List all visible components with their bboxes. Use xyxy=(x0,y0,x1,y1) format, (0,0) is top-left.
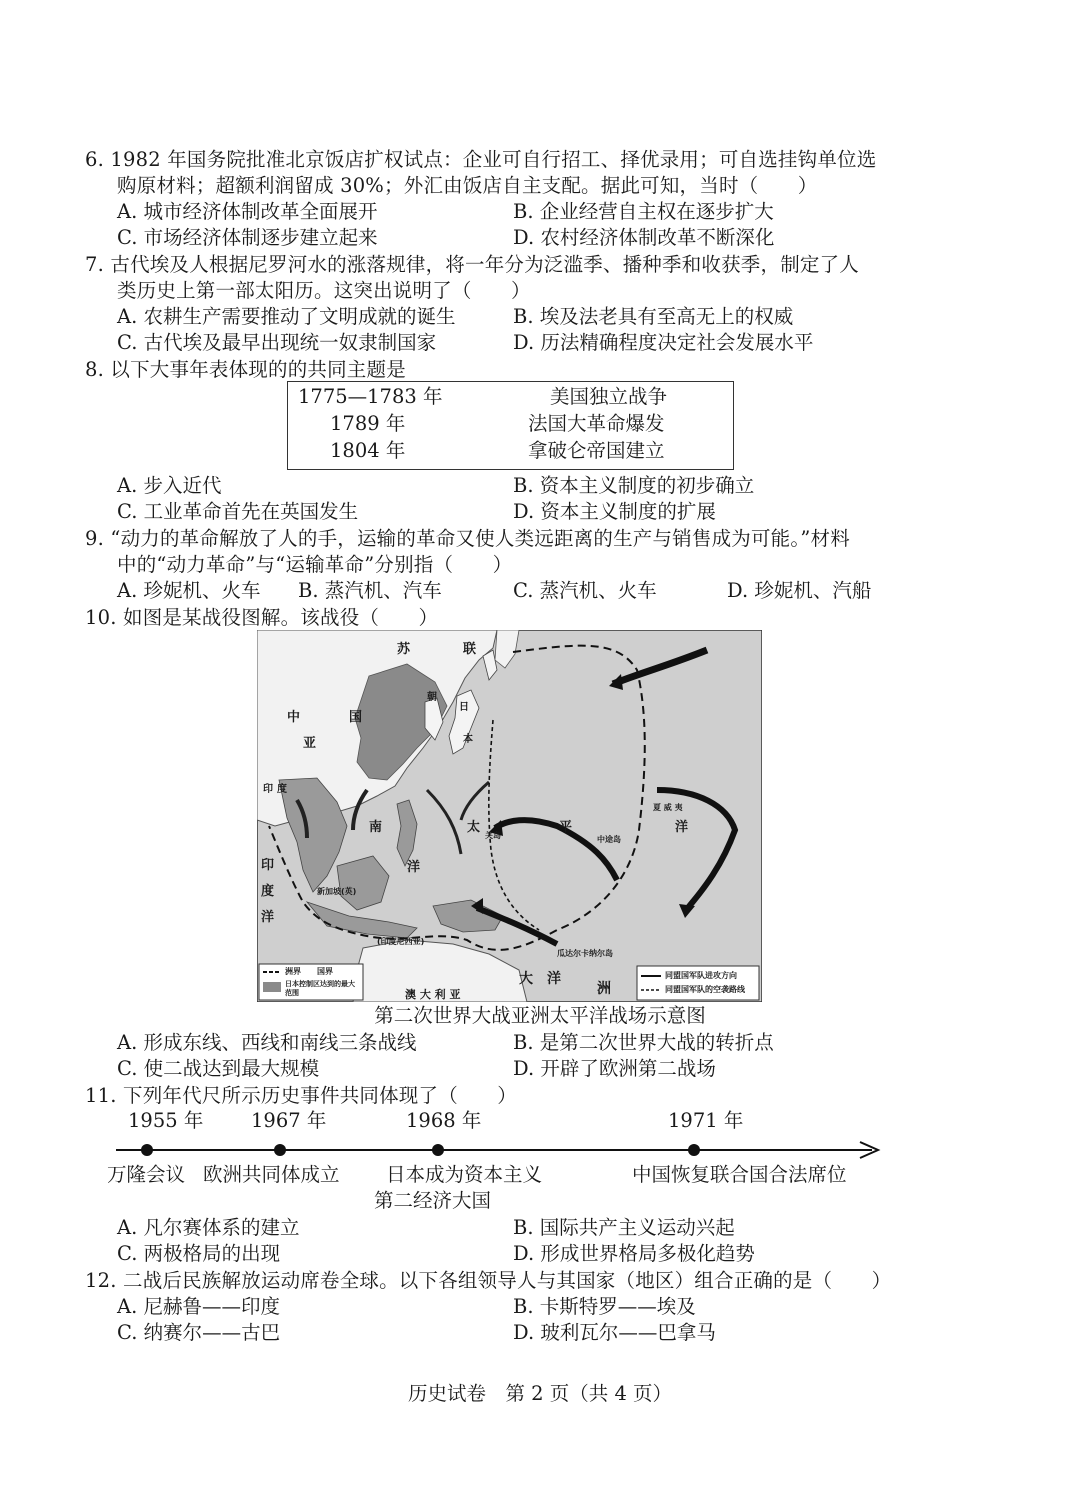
map-label-yang3: 洋 xyxy=(261,910,275,925)
q11-option-c[interactable]: C. 两极格局的出现 xyxy=(117,1242,281,1265)
timeline-axis xyxy=(100,1135,890,1165)
table-year: 1804 年 xyxy=(330,439,406,462)
map-label-su: 苏 xyxy=(397,642,411,657)
q9-option-b[interactable]: B. 蒸汽机、汽车 xyxy=(298,579,442,602)
map-label-ya: 亚 xyxy=(303,736,317,751)
map-label-chao: 朝 xyxy=(427,692,437,703)
legend-air-route: 同盟国军队的空袭路线 xyxy=(665,985,745,994)
map-label-singapore: 新加坡(英) xyxy=(317,887,357,896)
table-event: 法国大革命爆发 xyxy=(528,412,665,435)
page-footer: 历史试卷 第 2 页（共 4 页） xyxy=(407,1382,673,1405)
q6-option-c[interactable]: C. 市场经济体制逐步建立起来 xyxy=(117,226,378,249)
legend-boundary: 洲界 国界 xyxy=(285,967,333,976)
q7-option-c[interactable]: C. 古代埃及最早出现统一奴隶制国家 xyxy=(117,331,437,354)
map-label-tai: 太 xyxy=(467,820,481,835)
q12-option-d[interactable]: D. 玻利瓦尔——巴拿马 xyxy=(513,1321,716,1344)
map-label-yin2: 印 xyxy=(261,858,275,873)
timeline-event: 中国恢复联合国合法席位 xyxy=(632,1163,847,1186)
map-label-australia: 澳 大 利 亚 xyxy=(405,988,461,1001)
map-label-yang4: 洋 xyxy=(547,971,561,987)
q10-stem: 10. 如图是某战役图解。该战役（ ） xyxy=(85,606,439,629)
map-label-yang2: 洋 xyxy=(407,860,421,875)
map-label-da: 大 xyxy=(519,971,533,987)
timeline-event: 日本成为资本主义 xyxy=(386,1163,543,1186)
map-label-nan: 南 xyxy=(369,820,383,835)
timeline-event: 欧洲共同体成立 xyxy=(203,1163,340,1186)
timeline-event-cont: 第二经济大国 xyxy=(374,1189,492,1212)
map-label-lian: 联 xyxy=(463,642,477,657)
map-label-ben: 本 xyxy=(463,734,473,745)
timeline-year: 1968 年 xyxy=(406,1109,482,1132)
q8-option-a[interactable]: A. 步入近代 xyxy=(117,474,222,497)
q6-option-d[interactable]: D. 农村经济体制改革不断深化 xyxy=(513,226,775,249)
map-label-midway: 中途岛 xyxy=(597,835,621,844)
q12-stem: 12. 二战后民族解放运动席卷全球。以下各组领导人与其国家（地区）组合正确的是（ ） xyxy=(85,1269,892,1292)
q9-option-c[interactable]: C. 蒸汽机、火车 xyxy=(513,579,657,602)
q10-option-d[interactable]: D. 开辟了欧洲第二战场 xyxy=(513,1057,716,1080)
q8-option-c[interactable]: C. 工业革命首先在英国发生 xyxy=(117,500,359,523)
map-label-guo: 国 xyxy=(349,710,363,725)
q6-stem-line2: 购原材料；超额利润留成 30%；外汇由饭店自主支配。据此可知，当时（ ） xyxy=(117,174,818,197)
q12-option-a[interactable]: A. 尼赫鲁——印度 xyxy=(117,1295,280,1318)
map-label-ri: 日 xyxy=(459,702,469,713)
timeline-year: 1955 年 xyxy=(128,1109,204,1132)
map-label-du: 度 xyxy=(277,784,287,795)
table-event: 拿破仑帝国建立 xyxy=(528,439,665,462)
map-label-yang: 洋 xyxy=(675,820,689,835)
table-year: 1775—1783 年 xyxy=(298,385,443,408)
map-label-yin: 印 xyxy=(263,784,273,795)
table-year: 1789 年 xyxy=(330,412,406,435)
table-event: 美国独立战争 xyxy=(550,385,668,408)
q8-chronology-table xyxy=(287,381,734,470)
map-label-hawaii: 夏 威 夷 xyxy=(653,803,683,812)
q6-stem-line1: 6. 1982 年国务院批准北京饭店扩权试点：企业可自行招工、择优录用；可自选挂钩单位选 xyxy=(85,148,877,171)
q12-option-b[interactable]: B. 卡斯特罗——埃及 xyxy=(513,1295,696,1318)
q9-option-d[interactable]: D. 珍妮机、汽船 xyxy=(727,579,872,602)
q8-option-d[interactable]: D. 资本主义制度的扩展 xyxy=(513,500,716,523)
timeline-year: 1967 年 xyxy=(251,1109,327,1132)
q6-option-b[interactable]: B. 企业经营自主权在逐步扩大 xyxy=(513,200,774,223)
map-label-ping: 平 xyxy=(559,820,573,835)
q7-option-b[interactable]: B. 埃及法老具有至高无上的权威 xyxy=(513,305,794,328)
map-label-guam: 关岛 xyxy=(485,831,501,840)
map-label-du2: 度 xyxy=(261,884,275,899)
q8-stem: 8. 以下大事年表体现的的共同主题是 xyxy=(85,358,406,381)
map-label-indonesia: (印度尼西亚) xyxy=(377,937,425,946)
q10-option-b[interactable]: B. 是第二次世界大战的转折点 xyxy=(513,1031,774,1054)
map-label-zhong: 中 xyxy=(287,710,301,725)
legend-japan-control: 日本控制区达到的最大范围 xyxy=(285,980,355,997)
q11-option-d[interactable]: D. 形成世界格局多极化趋势 xyxy=(513,1242,755,1265)
timeline-event: 万隆会议 xyxy=(107,1163,186,1186)
q7-stem-line1: 7. 古代埃及人根据尼罗河水的涨落规律，将一年分为泛滥季、播种季和收获季，制定了人 xyxy=(85,253,860,276)
q9-stem-line2: 中的“动力革命”与“运输革命”分别指（ ） xyxy=(117,553,513,576)
q6-option-a[interactable]: A. 城市经济体制改革全面展开 xyxy=(117,200,378,223)
q7-option-a[interactable]: A. 农耕生产需要推动了文明成就的诞生 xyxy=(117,305,456,328)
q11-option-b[interactable]: B. 国际共产主义运动兴起 xyxy=(513,1216,735,1239)
q7-stem-line2: 类历史上第一部太阳历。这突出说明了（ ） xyxy=(117,279,531,302)
map-caption: 第二次世界大战亚洲太平洋战场示意图 xyxy=(374,1004,706,1027)
q7-option-d[interactable]: D. 历法精确程度决定社会发展水平 xyxy=(513,331,814,354)
map-label-zhou: 洲 xyxy=(597,981,611,997)
timeline-year: 1971 年 xyxy=(668,1109,744,1132)
q9-option-a[interactable]: A. 珍妮机、火车 xyxy=(117,579,261,602)
q11-option-a[interactable]: A. 凡尔赛体系的建立 xyxy=(117,1216,300,1239)
q11-stem: 11. 下列年代尺所示历史事件共同体现了（ ） xyxy=(85,1084,518,1107)
legend-attack: 同盟国军队进攻方向 xyxy=(665,971,737,980)
q10-option-a[interactable]: A. 形成东线、西线和南线三条战线 xyxy=(117,1031,417,1054)
pacific-war-map xyxy=(257,630,762,1002)
q9-stem-line1: 9. “动力的革命解放了人的手，运输的革命又使人类远距离的生产与销售成为可能。”材料 xyxy=(85,527,850,550)
q12-option-c[interactable]: C. 纳赛尔——古巴 xyxy=(117,1321,281,1344)
q10-option-c[interactable]: C. 使二战达到最大规模 xyxy=(117,1057,320,1080)
q8-option-b[interactable]: B. 资本主义制度的初步确立 xyxy=(513,474,755,497)
map-label-guadalcanal: 瓜达尔卡纳尔岛 xyxy=(557,949,613,958)
